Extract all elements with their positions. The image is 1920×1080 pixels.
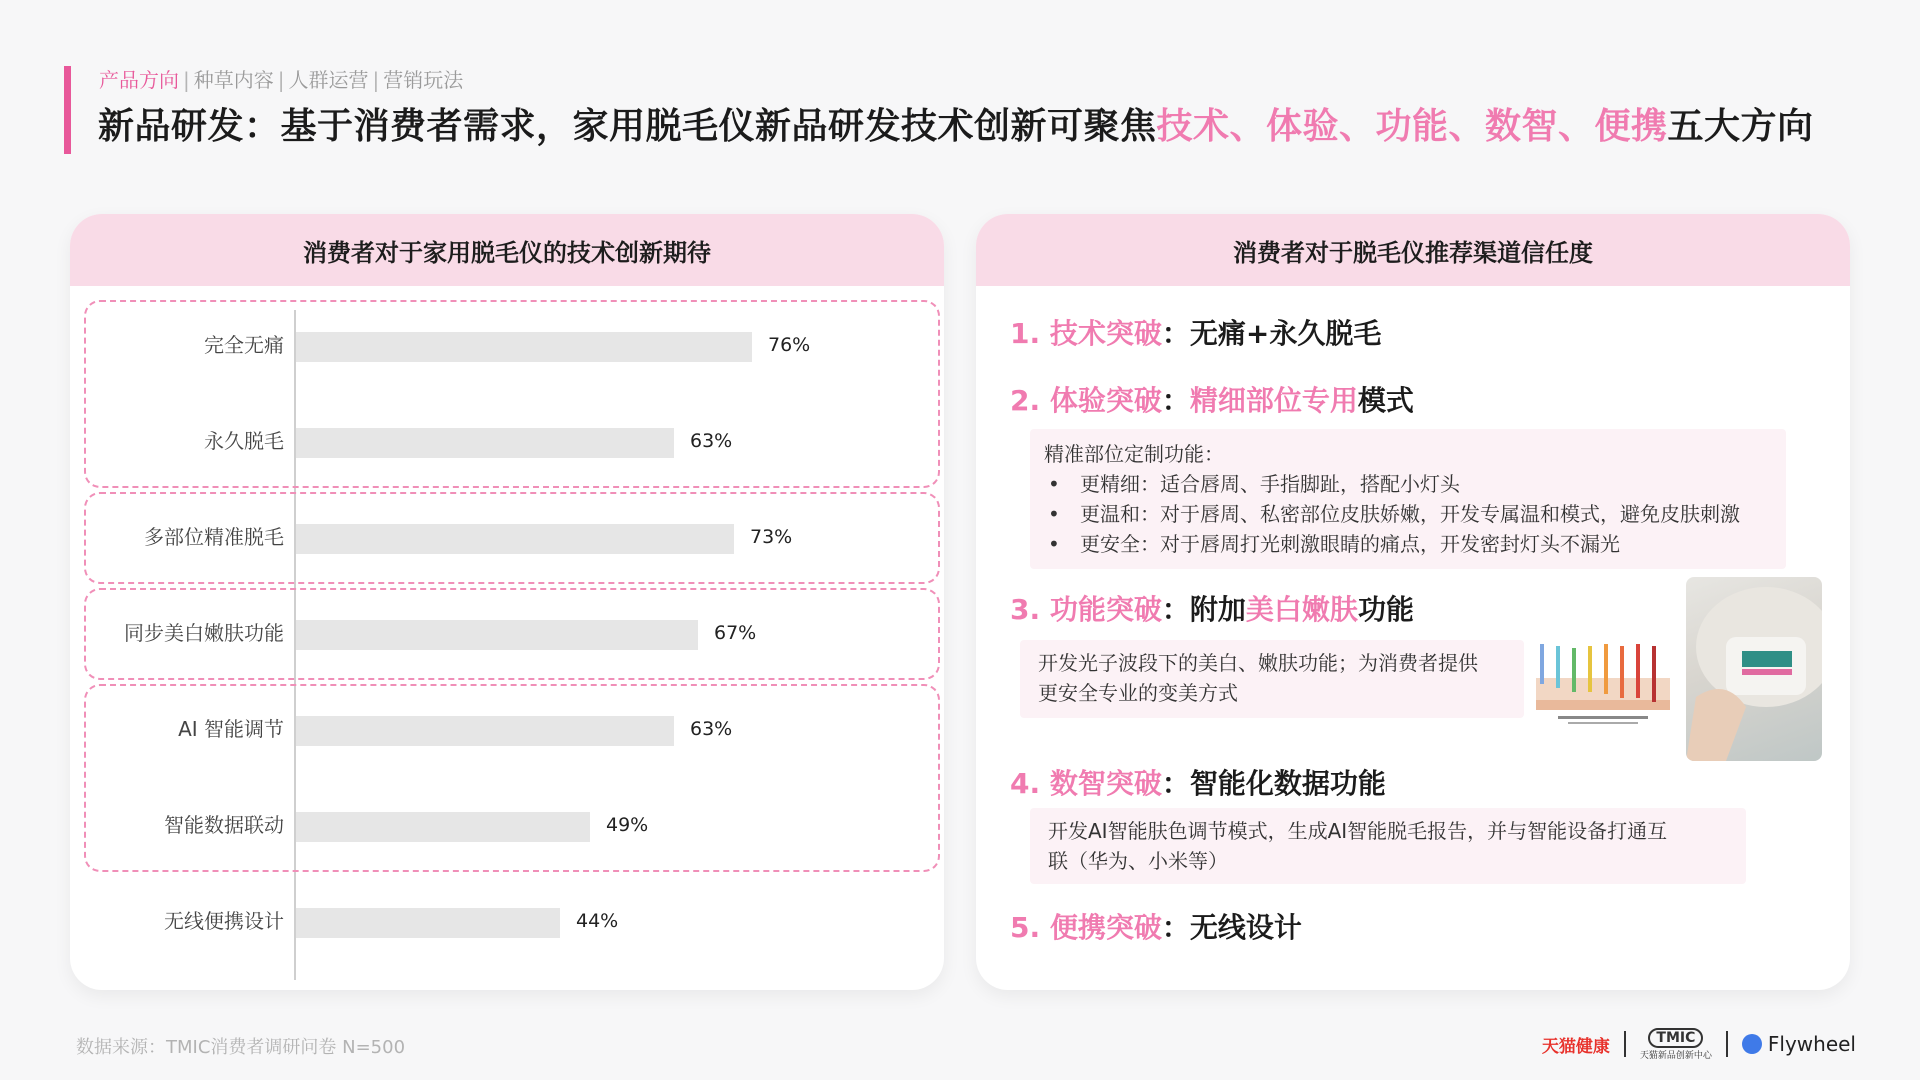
bar-category-label: 无线便携设计 bbox=[164, 909, 284, 933]
detail-list bbox=[1044, 469, 1772, 559]
direction-item-5 bbox=[1010, 906, 1302, 946]
detail-heading: 精准部位定制功能： bbox=[1044, 442, 1224, 466]
direction-colon: ： bbox=[1161, 911, 1190, 944]
nav-item-crowd-operation[interactable]: 人群运营 bbox=[288, 68, 369, 92]
bar-row bbox=[70, 906, 944, 936]
directions-card-title: 消费者对于脱毛仪推荐渠道信任度 bbox=[976, 214, 1850, 286]
page-title-prefix: 新品研发：基于消费者需求，家用脱毛仪新品研发技术创新可聚焦 bbox=[98, 106, 1157, 147]
logo-divider bbox=[1624, 1031, 1626, 1057]
chart-card-title: 消费者对于家用脱毛仪的技术创新期待 bbox=[70, 214, 944, 286]
direction-name: 数智突破 bbox=[1049, 767, 1162, 800]
direction-item-3 bbox=[1010, 588, 1414, 628]
direction-name: 功能突破 bbox=[1049, 593, 1162, 626]
direction-name: 便携突破 bbox=[1049, 911, 1162, 944]
bar-value-label: 63% bbox=[690, 430, 733, 452]
direction-item-1 bbox=[1010, 312, 1381, 352]
detail-bullet: • 更安全：对于唇周打光刺激眼睛的痛点，开发密封灯头不漏光 bbox=[1044, 529, 1772, 559]
detail-bullet: • 更精细：适合唇周、手指脚趾，搭配小灯头 bbox=[1044, 469, 1772, 499]
direction-desc-highlight: 精细部位专用 bbox=[1189, 384, 1358, 417]
direction-colon: ： bbox=[1161, 593, 1190, 626]
page-title-highlight: 技术、体验、功能、数智、便携 bbox=[1156, 106, 1668, 147]
bar bbox=[296, 620, 698, 650]
chart-card bbox=[70, 214, 944, 990]
direction-desc-highlight: 美白嫩肤 bbox=[1245, 593, 1358, 626]
direction-desc: 附加 bbox=[1189, 593, 1246, 626]
page-title-suffix: 五大方向 bbox=[1667, 106, 1814, 147]
data-source-note: 数据来源：TMIC消费者调研问卷 N=500 bbox=[76, 1037, 406, 1058]
direction-number: 3. bbox=[1010, 593, 1041, 626]
device-photo bbox=[1686, 577, 1822, 761]
direction-4-detail-box bbox=[1030, 808, 1746, 884]
bar-value-label: 63% bbox=[690, 718, 733, 740]
direction-2-detail-box bbox=[1030, 429, 1786, 569]
direction-name: 体验突破 bbox=[1049, 384, 1162, 417]
bar-row bbox=[70, 330, 944, 360]
bar bbox=[296, 716, 674, 746]
nav-separator: | bbox=[277, 68, 285, 92]
nav-separator: | bbox=[183, 68, 190, 92]
direction-desc-tail: 功能 bbox=[1357, 593, 1414, 626]
breadcrumb-nav bbox=[99, 64, 463, 93]
nav-item-seeding-content[interactable]: 种草内容 bbox=[193, 68, 274, 92]
bar-value-label: 44% bbox=[576, 910, 619, 932]
bar-row bbox=[70, 810, 944, 840]
detail-line: 联（华为、小米等） bbox=[1048, 849, 1228, 873]
footer-logos bbox=[1542, 1024, 1856, 1064]
flywheel-logo-text: Flywheel bbox=[1767, 1032, 1856, 1056]
bar bbox=[296, 908, 560, 938]
directions-card bbox=[976, 214, 1850, 990]
nav-item-marketing-play[interactable]: 营销玩法 bbox=[383, 68, 464, 92]
detail-line: 开发光子波段下的美白、嫩肤功能；为消费者提供 bbox=[1038, 651, 1478, 675]
direction-colon: ： bbox=[1161, 317, 1190, 350]
direction-colon: ： bbox=[1161, 384, 1190, 417]
tmall-health-logo: 天猫健康 bbox=[1541, 1036, 1610, 1057]
detail-bullet: • 更温和：对于唇周、私密部位皮肤娇嫩，开发专属温和模式，避免皮肤刺激 bbox=[1044, 499, 1772, 529]
bar-category-label: 多部位精准脱毛 bbox=[144, 525, 284, 549]
direction-desc: 无痛+永久脱毛 bbox=[1189, 317, 1382, 350]
bar-value-label: 73% bbox=[750, 526, 793, 548]
page-title bbox=[98, 98, 1814, 149]
title-accent-bar bbox=[64, 66, 71, 154]
bar-category-label: AI 智能调节 bbox=[178, 717, 284, 741]
bar bbox=[296, 428, 674, 458]
direction-number: 1. bbox=[1010, 317, 1041, 350]
bar-row bbox=[70, 426, 944, 456]
detail-line: 更安全专业的变美方式 bbox=[1038, 681, 1238, 705]
detail-line: 开发AI智能肤色调节模式，生成AI智能脱毛报告，并与智能设备打通互 bbox=[1048, 819, 1668, 843]
tmic-logo bbox=[1640, 1028, 1712, 1061]
direction-item-2 bbox=[1010, 379, 1414, 419]
bar-category-label: 完全无痛 bbox=[204, 333, 284, 357]
bar-group-box bbox=[84, 300, 940, 488]
light-wave-illustration bbox=[1528, 638, 1678, 730]
bar-row bbox=[70, 618, 944, 648]
direction-name: 技术突破 bbox=[1049, 317, 1162, 350]
direction-item-4 bbox=[1010, 762, 1386, 802]
bar-value-label: 49% bbox=[606, 814, 649, 836]
direction-desc: 无线设计 bbox=[1189, 911, 1302, 944]
direction-3-detail-box bbox=[1020, 640, 1524, 718]
nav-item-product-direction[interactable]: 产品方向 bbox=[99, 68, 179, 92]
bar-row bbox=[70, 522, 944, 552]
direction-number: 4. bbox=[1010, 767, 1041, 800]
bar-value-label: 67% bbox=[714, 622, 757, 644]
bar bbox=[296, 332, 752, 362]
bar-category-label: 永久脱毛 bbox=[204, 429, 284, 453]
bar-category-label: 同步美白嫩肤功能 bbox=[124, 621, 284, 645]
tmic-logo-mark: TMIC bbox=[1648, 1028, 1703, 1048]
flywheel-logo-icon bbox=[1742, 1034, 1762, 1054]
direction-number: 2. bbox=[1010, 384, 1041, 417]
flywheel-logo bbox=[1742, 1032, 1856, 1056]
direction-desc: 智能化数据功能 bbox=[1189, 767, 1386, 800]
bar bbox=[296, 524, 734, 554]
direction-number: 5. bbox=[1010, 911, 1041, 944]
bar-category-label: 智能数据联动 bbox=[164, 813, 284, 837]
direction-colon: ： bbox=[1161, 767, 1190, 800]
bar-group-box bbox=[84, 684, 940, 872]
logo-divider bbox=[1726, 1031, 1728, 1057]
tmic-logo-subtitle: 天猫新品创新中心 bbox=[1639, 1050, 1712, 1061]
bar-row bbox=[70, 714, 944, 744]
direction-desc-tail: 模式 bbox=[1357, 384, 1414, 417]
bar-value-label: 76% bbox=[768, 334, 811, 356]
bar bbox=[296, 812, 590, 842]
nav-separator: | bbox=[372, 68, 380, 92]
